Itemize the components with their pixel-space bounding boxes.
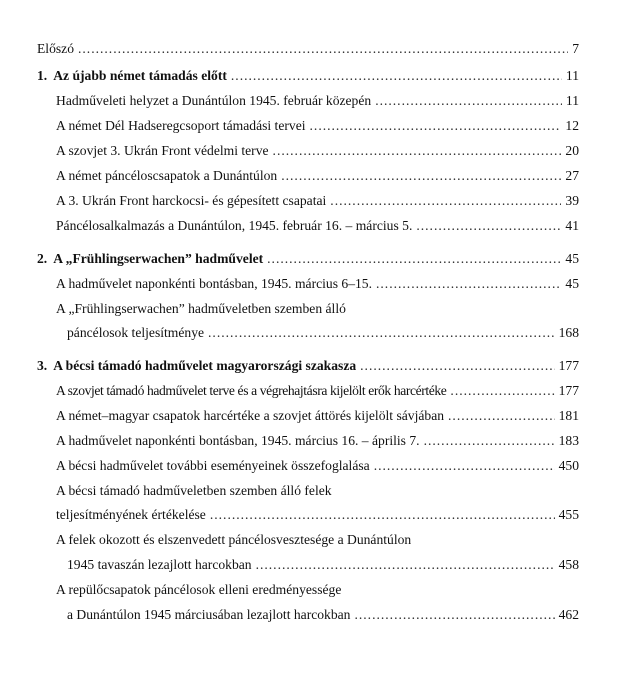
- toc-page-number: 11: [565, 68, 579, 83]
- toc-page-number: 177: [558, 383, 579, 398]
- dot-leader: [450, 381, 554, 401]
- dot-leader: [354, 605, 554, 625]
- dot-leader: [375, 91, 562, 111]
- dot-leader: [273, 141, 562, 161]
- toc-page-number: 12: [565, 118, 579, 133]
- toc-entry: [0, 191, 641, 211]
- chapter-title: A „Frühlingserwachen” hadművelet: [53, 251, 264, 266]
- chapter-number: 2.: [37, 251, 48, 266]
- toc-entry-continuation: [0, 505, 641, 525]
- toc-entry: [0, 274, 641, 294]
- dot-leader: [416, 216, 561, 236]
- toc-page-number: 181: [558, 408, 579, 423]
- toc-entry: [0, 456, 641, 476]
- toc-page-number: 177: [558, 358, 579, 373]
- toc-entry-title-continued: a Dunántúlon 1945 márciusában lezajlott harcokban: [67, 607, 351, 622]
- toc-entry: [0, 406, 641, 426]
- dot-leader: [210, 505, 555, 525]
- dot-leader: [374, 456, 555, 476]
- toc-chapter-3: [0, 356, 641, 376]
- dot-leader: [330, 191, 561, 211]
- toc-page-number: 462: [558, 607, 579, 622]
- toc-entry: [0, 481, 641, 501]
- dot-leader: [310, 116, 562, 136]
- toc-entry-title: Előszó: [37, 41, 74, 56]
- toc-page-number: 7: [572, 41, 579, 56]
- toc-entry-title: Hadműveleti helyzet a Dunántúlon 1945. február közepén: [56, 93, 372, 108]
- toc-chapter-2: [0, 249, 641, 269]
- toc-page-number: 27: [565, 168, 579, 183]
- chapter-number: 1.: [37, 68, 48, 83]
- toc-entry: [0, 530, 641, 550]
- toc-page-number: 20: [565, 143, 579, 158]
- toc-entry-title: A német–magyar csapatok harcértéke a szovjet áttörés kijelölt sávjában: [56, 408, 445, 423]
- toc-page-number: 45: [565, 276, 579, 291]
- toc-entry: [0, 216, 641, 236]
- toc-entry-continuation: [0, 555, 641, 575]
- toc-entry-title: A német páncéloscsapatok a Dunántúlon: [56, 168, 278, 183]
- toc-entry-title: A felek okozott és elszenvedett páncélosvesztesége a Dunántúlon: [56, 532, 412, 547]
- toc-page-number: 11: [565, 93, 579, 108]
- dot-leader: [256, 555, 555, 575]
- toc-entry-preface: [0, 39, 641, 59]
- toc-entry-title: A „Frühlingserwachen” hadműveletben szemben álló: [56, 301, 346, 316]
- toc-entry: [0, 299, 641, 319]
- toc-entry-title-continued: páncélosok teljesítménye: [67, 325, 205, 340]
- toc-page-number: 450: [558, 458, 579, 473]
- toc-entry: [0, 166, 641, 186]
- toc-page-number: 183: [558, 433, 579, 448]
- dot-leader: [448, 406, 555, 426]
- toc-page-number: 458: [558, 557, 579, 572]
- toc-page-number: 41: [565, 218, 579, 233]
- toc-entry-continuation: [0, 323, 641, 343]
- dot-leader: [376, 274, 561, 294]
- dot-leader: [231, 66, 562, 86]
- toc-entry-title: A 3. Ukrán Front harckocsi- és gépesített csapatai: [56, 193, 327, 208]
- dot-leader: [281, 166, 561, 186]
- toc-entry: [0, 116, 641, 136]
- chapter-number: 3.: [37, 358, 48, 373]
- toc-entry-title: A bécsi hadművelet további eseményeinek összefoglalása: [56, 458, 370, 473]
- toc-entry: [0, 431, 641, 451]
- dot-leader: [208, 323, 555, 343]
- dot-leader: [78, 39, 568, 59]
- toc-page-number: 168: [558, 325, 579, 340]
- toc-page-number: 39: [565, 193, 579, 208]
- toc-entry-title: A szovjet 3. Ukrán Front védelmi terve: [56, 143, 269, 158]
- toc-entry-continuation: [0, 605, 641, 625]
- toc-entry: [0, 141, 641, 161]
- chapter-title: A bécsi támadó hadművelet magyarországi szakasza: [53, 358, 357, 373]
- chapter-title: Az újabb német támadás előtt: [53, 68, 227, 83]
- dot-leader: [360, 356, 554, 376]
- toc-entry-title: A hadművelet naponkénti bontásban, 1945. március 6–15.: [56, 276, 372, 291]
- toc-entry: [0, 381, 641, 401]
- toc-chapter-1: [0, 66, 641, 86]
- dot-leader: [424, 431, 555, 451]
- toc-entry-title: A szovjet támadó hadművelet terve és a végrehajtásra kijelölt erők harcértéke: [56, 383, 447, 398]
- toc-entry-title-continued: 1945 tavaszán lezajlott harcokban: [67, 557, 252, 572]
- toc-entry-title: Páncélosalkalmazás a Dunántúlon, 1945. február 16. – március 5.: [56, 218, 413, 233]
- toc-entry-title: A német Dél Hadseregcsoport támadási tervei: [56, 118, 306, 133]
- dot-leader: [267, 249, 561, 269]
- toc-entry: [0, 91, 641, 111]
- toc-page-number: 455: [558, 507, 579, 522]
- toc-entry-title: A bécsi támadó hadműveletben szemben álló felek: [56, 483, 332, 498]
- toc-page-number: 45: [565, 251, 579, 266]
- toc-entry-title: A hadművelet naponkénti bontásban, 1945. március 16. – április 7.: [56, 433, 420, 448]
- toc-entry: [0, 580, 641, 600]
- toc-entry-title-continued: teljesítményének értékelése: [56, 507, 206, 522]
- toc-entry-title: A repülőcsapatok páncélosok elleni eredményessége: [56, 582, 342, 597]
